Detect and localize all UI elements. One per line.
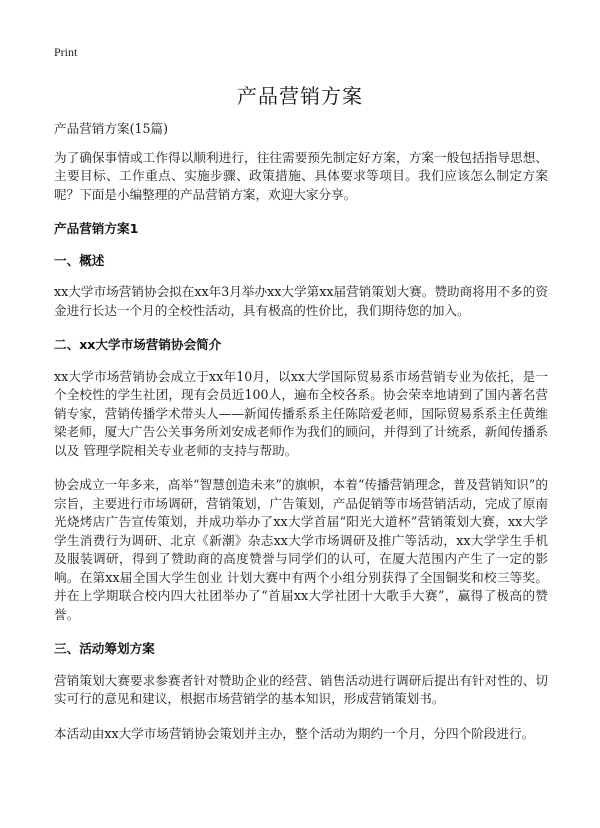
association-heading: 二、xx大学市场营销协会简介: [54, 337, 222, 352]
print-label: Print: [54, 45, 78, 59]
plan-heading: 三、活动筹划方案: [54, 641, 155, 656]
document-body: [54, 120, 548, 759]
association-paragraph-2: 协会成立一年多来，高举“智慧创造未来”的旗帜，本着“传播营销理念，普及营销知识”的宗旨，主要进行市场调研，营销策划，广告策划，产品促销等市场营销活动，完成了原南光烧烤店广告宣传策划，并成功举办了xx大学首届“阳光大道杯”营销策划大赛，xx大学学生消费行为调研、北京《新潮》杂志xx大学市场调研及推广等活动，xx大学学生手机及服装调研，得到了赞助商的高度赞誉与同学们的认可，在厦大范围内产生了一定的影响。在第xx届全国大学生创业 计划大赛中有两个小组分别获得了全国铜奖和校三等奖。并在上学期联合校内四大社团举办了“首届xx大学社团十大歌手大赛”，赢得了极高的赞誉。: [54, 477, 548, 622]
plan-paragraph-2: 本活动由xx大学市场营销协会策划并主办，整个活动为期约一个月，分四个阶段进行。: [54, 725, 535, 741]
overview-heading: 一、概述: [54, 252, 105, 268]
association-paragraph-1: xx大学市场营销协会成立于xx年10月，以xx大学国际贸易系市场营销专业为依托，是一个全校性的学生社团，现有会员近100人，遍布全校各系。协会荣幸地请到了国内著名营销专家，营销传播学术带头人——新闻传播系系主任陈陪爱老师，国际贸易系系主任黄维梁老师，厦大广告公关事务所刘安成老师作为我们的顾问，并得到了计统系，新闻传播系以及 管理学院相关专业老师的支持与帮助。: [54, 368, 548, 458]
overview-paragraph: xx大学市场营销协会拟在xx年3月举办xx大学第xx届营销策划大赛。赞助商将用不多的资金进行长达一个月的全校性活动，具有极高的性价比，我们期待您的加入。: [54, 284, 548, 318]
document-subtitle: 产品营销方案(15篇): [54, 121, 169, 136]
section-heading: 产品营销方案1: [54, 221, 139, 236]
page-title: 产品营销方案: [237, 84, 363, 108]
intro-paragraph: 为了确保事情或工作得以顺利进行，往往需要预先制定好方案，方案一般包括指导思想、主要目标、工作重点、实施步骤、政策措施、具体要求等项目。我们应该怎么制定方案呢？下面是小编整理的产品营销方案，欢迎大家分享。: [54, 149, 548, 202]
plan-paragraph-1: 营销策划大赛要求参赛者针对赞助企业的经营、销售活动进行调研后提出有针对性的、切实可行的意见和建议，根据市场营销学的基本知识，形成营销策划书。: [54, 672, 548, 706]
